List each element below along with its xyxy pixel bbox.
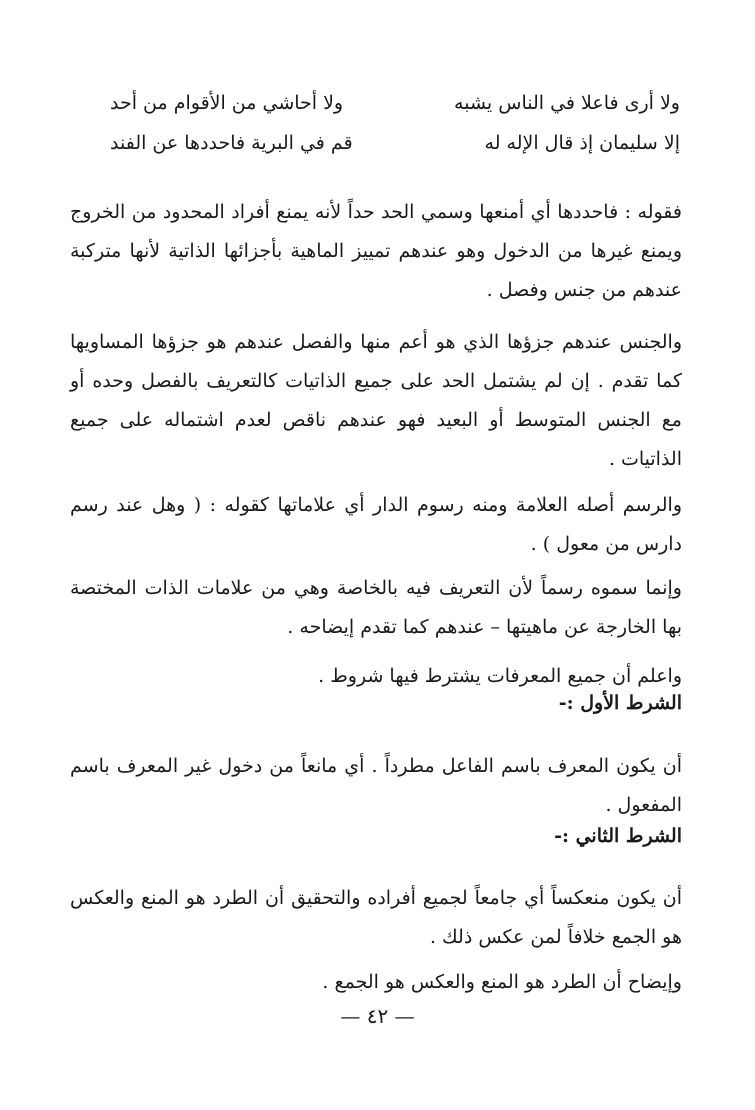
paragraph: والجنس عندهم جزؤها الذي هو أعم منها والفصل عندهم هو جزؤها المساويها كما تقدم . إن لم يشتمل الحد على جميع الذاتيات كالتعريف بالفصل وحده أو مع الجنس المتوسط أو البعيد فهو عندهم ناقص لعدم اشتماله على جميع الذاتيات .	[70, 331, 682, 470]
paragraph: واعلم أن جميع المعرفات يشترط فيها شروط .	[318, 665, 682, 687]
section-heading: الشرط الأول :-	[558, 692, 682, 714]
verse-first-hemistich: إلا سليمان إذ قال الإله له	[484, 132, 680, 154]
section-heading: الشرط الثاني :-	[554, 825, 682, 847]
verse-second-hemistich: ولا أحاشي من الأقوام من أحد	[110, 92, 344, 114]
paragraph: فقوله : فاحددها أي أمنعها وسمي الحد حداً لأنه يمنع أفراد المحدود من الخروج ويمنع غيرها من الدخول وهو عندهم تمييز الماهية بأجزائها الذاتية لأنها متركبة عندهم من جنس وفصل .	[70, 201, 682, 301]
paragraph: والرسم أصله العلامة ومنه رسوم الدار أي علاماتها كقوله : ( وهل عند رسم دارس من معول ) .	[70, 494, 682, 555]
verse-second-hemistich: قم في البرية فاحددها عن الفند	[110, 132, 353, 154]
paragraph: وإيضاح أن الطرد هو المنع والعكس هو الجمع .	[322, 971, 682, 993]
paragraph: وإنما سموه رسماً لأن التعريف فيه بالخاصة وهي من علامات الذات المختصة بها الخارجة عن ماهيتها – عندهم كما تقدم إيضاحه .	[70, 577, 682, 638]
page-number: — ٤٢ —	[340, 1004, 415, 1028]
paragraph: أن يكون منعكساً أي جامعاً لجميع أفراده والتحقيق أن الطرد هو المنع والعكس هو الجمع خلافاً لمن عكس ذلك .	[70, 887, 682, 948]
paragraph: أن يكون المعرف باسم الفاعل مطرداً . أي مانعاً من دخول غير المعرف باسم المفعول .	[70, 755, 682, 816]
verse-first-hemistich: ولا أرى فاعلا في الناس يشبه	[454, 92, 680, 114]
